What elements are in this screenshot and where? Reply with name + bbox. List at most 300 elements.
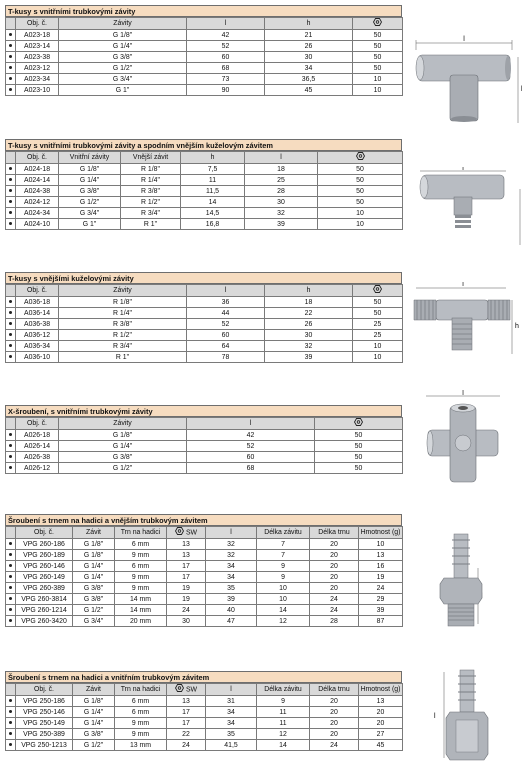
header-cell: Obj. č.	[16, 418, 59, 430]
section-title: Šroubení s trnem na hadici a vnitřním trubkovým závitem	[5, 671, 402, 683]
table-cell: 64	[187, 341, 265, 352]
table-cell: 14,5	[181, 208, 245, 219]
bullet-cell	[6, 330, 16, 341]
bullet-dot-icon	[9, 344, 12, 347]
table-cell: 50	[318, 164, 403, 175]
bullet-cell	[6, 696, 16, 707]
table-cell: 24	[310, 605, 359, 616]
bullet-dot-icon	[9, 178, 12, 181]
header-cell: Obj. č.	[16, 285, 59, 297]
table-cell: R 3/8"	[121, 186, 181, 197]
order-number-cell: A026-12	[16, 463, 59, 474]
order-number-cell: VPG 260-3420	[16, 616, 73, 627]
product-table	[5, 284, 403, 363]
table-cell: 17	[167, 572, 206, 583]
header-blank	[6, 418, 16, 430]
table-cell: G 1/4"	[59, 41, 187, 52]
table-cell: 25	[245, 175, 318, 186]
header-cell: Hmotnost (g)	[359, 527, 403, 539]
table-cell: 10	[318, 208, 403, 219]
table-cell: 68	[187, 63, 265, 74]
table-cell: G 1/8"	[59, 430, 187, 441]
table-row	[6, 341, 403, 352]
table-cell: 9	[257, 561, 310, 572]
header-cell: Délka závitu	[257, 684, 310, 696]
table-row	[6, 561, 403, 572]
table-cell: 6 mm	[115, 696, 167, 707]
header-cell: Trn na hadici	[115, 684, 167, 696]
order-number-cell: A024-12	[16, 197, 59, 208]
table-cell: 14	[257, 740, 310, 751]
header-cell: Délka trnu	[310, 684, 359, 696]
table-cell: G 3/8"	[73, 594, 115, 605]
table-cell: G 1/8"	[59, 164, 121, 175]
table-row	[6, 740, 403, 751]
hose-barb-internal-image	[408, 662, 522, 766]
order-number-cell: VPG 260-146	[16, 561, 73, 572]
header-cell: Obj. č.	[16, 152, 59, 164]
order-number-cell: A024-18	[16, 164, 59, 175]
product-table	[5, 683, 403, 751]
table-cell: 87	[359, 616, 403, 627]
table-cell: 10	[257, 594, 310, 605]
header-cell: l	[187, 418, 315, 430]
table-cell: 14 mm	[115, 605, 167, 616]
bullet-dot-icon	[9, 732, 12, 735]
bullet-cell	[6, 297, 16, 308]
order-number-cell: A026-14	[16, 441, 59, 452]
order-number-cell: A024-10	[16, 219, 59, 230]
bullet-dot-icon	[9, 564, 12, 567]
bullet-cell	[6, 452, 16, 463]
table-cell: 13	[167, 696, 206, 707]
table-cell: 13	[167, 539, 206, 550]
table-cell: 32	[206, 550, 257, 561]
table-row	[6, 572, 403, 583]
header-cell: Závity	[59, 418, 187, 430]
bullet-dot-icon	[9, 300, 12, 303]
bullet-cell	[6, 175, 16, 186]
header-cell: h	[265, 285, 353, 297]
bullet-cell	[6, 186, 16, 197]
table-cell: 30	[265, 330, 353, 341]
table-cell: 36	[187, 297, 265, 308]
section-title: T-kusy s vnitřními trubkovými závity	[5, 5, 402, 17]
section-x-fittings	[5, 405, 403, 474]
table-cell: 11	[257, 718, 310, 729]
table-cell: 24	[310, 740, 359, 751]
bullet-cell	[6, 197, 16, 208]
table-cell: 34	[206, 572, 257, 583]
table-cell: 50	[315, 430, 403, 441]
table-cell: G 1/8"	[73, 539, 115, 550]
header-cell: Hmotnost (g)	[359, 684, 403, 696]
bullet-cell	[6, 463, 16, 474]
table-cell: 7	[257, 550, 310, 561]
table-cell: 20	[310, 539, 359, 550]
table-row	[6, 539, 403, 550]
table-cell: 28	[310, 616, 359, 627]
table-row	[6, 696, 403, 707]
bullet-cell	[6, 208, 16, 219]
table-cell: 35	[206, 583, 257, 594]
table-cell: 9	[257, 572, 310, 583]
table-cell: R 1/8"	[59, 297, 187, 308]
product-table	[5, 526, 403, 627]
dimension-l: l	[463, 36, 465, 43]
table-cell: R 1/4"	[59, 308, 187, 319]
table-row	[6, 352, 403, 363]
table-cell: 39	[265, 352, 353, 363]
bullet-cell	[6, 616, 16, 627]
header-blank	[6, 152, 16, 164]
table-cell: 14 mm	[115, 594, 167, 605]
table-cell: 39	[359, 605, 403, 616]
header-cell: Závit	[73, 684, 115, 696]
order-number-cell: A036-38	[16, 319, 59, 330]
order-number-cell: VPG 260-1214	[16, 605, 73, 616]
bullet-cell	[6, 352, 16, 363]
table-cell: 30	[245, 197, 318, 208]
wrench-nut-icon	[175, 527, 184, 538]
table-cell: 6 mm	[115, 539, 167, 550]
table-row	[6, 616, 403, 627]
table-cell: 39	[206, 594, 257, 605]
table-cell: 60	[187, 52, 265, 63]
header-cell: h	[181, 152, 245, 164]
header-blank	[6, 684, 16, 696]
table-cell: R 3/8"	[59, 319, 187, 330]
header-sw	[167, 527, 206, 539]
bullet-cell	[6, 219, 16, 230]
table-row	[6, 74, 403, 85]
order-number-cell: A023-38	[16, 52, 59, 63]
table-cell: R 1/8"	[121, 164, 181, 175]
table-cell: 20	[310, 707, 359, 718]
bullet-cell	[6, 30, 16, 41]
bullet-dot-icon	[9, 466, 12, 469]
wrench-nut-icon	[353, 285, 403, 297]
header-cell: Závity	[59, 285, 187, 297]
table-row	[6, 308, 403, 319]
header-blank	[6, 18, 16, 30]
order-number-cell: VPG 260-189	[16, 550, 73, 561]
bullet-dot-icon	[9, 88, 12, 91]
table-cell: 24	[167, 740, 206, 751]
header-sw	[167, 684, 206, 696]
bullet-cell	[6, 341, 16, 352]
table-row	[6, 583, 403, 594]
table-cell: G 3/8"	[59, 452, 187, 463]
table-row	[6, 186, 403, 197]
bullet-dot-icon	[9, 222, 12, 225]
table-cell: G 1/2"	[73, 740, 115, 751]
header-cell: l	[206, 684, 257, 696]
table-cell: 10	[257, 583, 310, 594]
table-cell: 20	[310, 561, 359, 572]
table-cell: 9 mm	[115, 550, 167, 561]
table-row	[6, 605, 403, 616]
table-cell: R 1/2"	[59, 330, 187, 341]
table-cell: 6 mm	[115, 561, 167, 572]
bullet-dot-icon	[9, 77, 12, 80]
table-cell: 19	[167, 594, 206, 605]
wrench-nut-icon	[315, 418, 403, 430]
bullet-cell	[6, 605, 16, 616]
header-cell: Obj. č.	[16, 684, 73, 696]
table-row	[6, 718, 403, 729]
bullet-cell	[6, 718, 16, 729]
section-title: T-kusy s vnitřními trubkovými závity a spodním vnějším kuželovým závitem	[5, 139, 402, 151]
table-cell: 29	[359, 594, 403, 605]
table-cell: 20	[310, 729, 359, 740]
bullet-cell	[6, 74, 16, 85]
table-row	[6, 430, 403, 441]
order-number-cell: A026-18	[16, 430, 59, 441]
header-cell: Vnější závit	[121, 152, 181, 164]
order-number-cell: VPG 250-389	[16, 729, 73, 740]
bullet-cell	[6, 85, 16, 96]
table-cell: 20	[359, 707, 403, 718]
table-cell: 34	[206, 561, 257, 572]
t-piece-internal-external-image	[408, 167, 522, 247]
header-blank	[6, 527, 16, 539]
table-cell: 7	[257, 539, 310, 550]
table-cell: 21	[265, 30, 353, 41]
table-cell: 20	[310, 583, 359, 594]
bullet-cell	[6, 63, 16, 74]
table-cell: 50	[353, 308, 403, 319]
dimension-l: l	[462, 390, 464, 397]
table-row	[6, 197, 403, 208]
table-cell: 60	[187, 330, 265, 341]
bullet-dot-icon	[9, 586, 12, 589]
header-cell: l	[187, 18, 265, 30]
section-t-pieces-external	[5, 272, 403, 363]
section-hose-external	[5, 514, 403, 627]
table-cell: 35	[206, 729, 257, 740]
table-row	[6, 297, 403, 308]
x-fitting-image	[408, 390, 522, 500]
table-cell: 52	[187, 41, 265, 52]
bullet-dot-icon	[9, 33, 12, 36]
table-cell: G 1/4"	[73, 561, 115, 572]
bullet-dot-icon	[9, 44, 12, 47]
table-cell: G 1/4"	[59, 441, 187, 452]
table-cell: 18	[265, 297, 353, 308]
table-cell: 24	[359, 583, 403, 594]
table-cell: 13	[359, 550, 403, 561]
table-cell: G 1/4"	[59, 175, 121, 186]
table-cell: 10	[353, 74, 403, 85]
table-cell: 22	[167, 729, 206, 740]
dimension-l: l	[462, 167, 464, 172]
wrench-nut-icon	[353, 18, 403, 30]
table-cell: 32	[265, 341, 353, 352]
table-cell: 11	[257, 707, 310, 718]
table-cell: G 1/8"	[73, 696, 115, 707]
table-cell: G 1"	[59, 85, 187, 96]
table-cell: 41,5	[206, 740, 257, 751]
table-cell: 11	[181, 175, 245, 186]
table-row	[6, 52, 403, 63]
bullet-cell	[6, 164, 16, 175]
table-row	[6, 463, 403, 474]
order-number-cell: A036-12	[16, 330, 59, 341]
table-cell: 36,5	[265, 74, 353, 85]
table-cell: 34	[206, 707, 257, 718]
table-row	[6, 219, 403, 230]
table-cell: R 3/4"	[121, 208, 181, 219]
table-cell: 13 mm	[115, 740, 167, 751]
table-cell: 18	[245, 164, 318, 175]
header-label: SW	[185, 686, 198, 694]
table-cell: G 3/8"	[73, 583, 115, 594]
header-cell: Trn na hadici	[115, 527, 167, 539]
section-title: Šroubení s trnem na hadici a vnějším trubkovým závitem	[5, 514, 402, 526]
table-cell: 73	[187, 74, 265, 85]
bullet-cell	[6, 539, 16, 550]
dimension-l: l	[462, 282, 464, 288]
bullet-dot-icon	[9, 619, 12, 622]
table-cell: G 1/8"	[59, 30, 187, 41]
table-cell: 12	[257, 616, 310, 627]
table-header-row	[6, 418, 403, 430]
header-cell: Obj. č.	[16, 527, 73, 539]
order-number-cell: A023-34	[16, 74, 59, 85]
bullet-cell	[6, 594, 16, 605]
order-number-cell: A036-10	[16, 352, 59, 363]
table-cell: 17	[167, 718, 206, 729]
table-cell: 90	[187, 85, 265, 96]
bullet-dot-icon	[9, 597, 12, 600]
table-cell: 13	[167, 550, 206, 561]
table-cell: 40	[206, 605, 257, 616]
section-title: X-šroubení, s vnitřními trubkovými závity	[5, 405, 402, 417]
order-number-cell: VPG 260-149	[16, 572, 73, 583]
table-cell: 10	[359, 539, 403, 550]
table-row	[6, 175, 403, 186]
order-number-cell: A023-10	[16, 85, 59, 96]
table-cell: 50	[318, 186, 403, 197]
table-cell: 39	[245, 219, 318, 230]
table-header-row	[6, 684, 403, 696]
bullet-dot-icon	[9, 200, 12, 203]
bullet-dot-icon	[9, 167, 12, 170]
table-cell: 50	[353, 52, 403, 63]
table-cell: 25	[353, 319, 403, 330]
bullet-dot-icon	[9, 211, 12, 214]
bullet-cell	[6, 430, 16, 441]
table-cell: 60	[187, 452, 315, 463]
table-cell: 26	[265, 41, 353, 52]
section-t-pieces-internal-external	[5, 139, 403, 230]
t-piece-internal-image	[408, 35, 522, 125]
bullet-cell	[6, 441, 16, 452]
header-cell: h	[265, 18, 353, 30]
table-cell: 9 mm	[115, 718, 167, 729]
table-cell: 20	[310, 550, 359, 561]
table-header-row	[6, 527, 403, 539]
order-number-cell: VPG 260-389	[16, 583, 73, 594]
product-table	[5, 17, 403, 96]
wrench-nut-icon	[175, 684, 184, 695]
table-cell: 16	[359, 561, 403, 572]
bullet-dot-icon	[9, 311, 12, 314]
bullet-dot-icon	[9, 55, 12, 58]
table-cell: G 1"	[59, 219, 121, 230]
table-header-row	[6, 285, 403, 297]
table-cell: 14	[257, 605, 310, 616]
table-cell: 52	[187, 319, 265, 330]
table-cell: 68	[187, 463, 315, 474]
order-number-cell: VPG 260-3814	[16, 594, 73, 605]
table-cell: G 1/4"	[73, 718, 115, 729]
table-cell: 52	[187, 441, 315, 452]
header-cell: Délka závitu	[257, 527, 310, 539]
bullet-cell	[6, 583, 16, 594]
table-cell: 9	[257, 696, 310, 707]
table-cell: 17	[167, 707, 206, 718]
table-cell: 20	[310, 572, 359, 583]
table-cell: 16,8	[181, 219, 245, 230]
table-cell: 50	[315, 463, 403, 474]
bullet-cell	[6, 52, 16, 63]
order-number-cell: A023-18	[16, 30, 59, 41]
table-cell: 34	[265, 63, 353, 74]
bullet-dot-icon	[9, 333, 12, 336]
order-number-cell: VPG 260-186	[16, 539, 73, 550]
table-cell: G 3/8"	[59, 52, 187, 63]
order-number-cell: VPG 250-1213	[16, 740, 73, 751]
bullet-dot-icon	[9, 189, 12, 192]
bullet-dot-icon	[9, 553, 12, 556]
bullet-cell	[6, 707, 16, 718]
table-cell: G 3/4"	[73, 616, 115, 627]
bullet-dot-icon	[9, 322, 12, 325]
bullet-dot-icon	[9, 710, 12, 713]
table-row	[6, 164, 403, 175]
table-cell: 12	[257, 729, 310, 740]
wrench-nut-icon	[318, 152, 403, 164]
bullet-dot-icon	[9, 743, 12, 746]
table-cell: R 1/4"	[121, 175, 181, 186]
table-cell: 45	[265, 85, 353, 96]
table-cell: 50	[315, 441, 403, 452]
order-number-cell: A023-12	[16, 63, 59, 74]
section-hose-internal	[5, 671, 403, 751]
table-cell: 9 mm	[115, 572, 167, 583]
table-cell: 50	[353, 41, 403, 52]
table-cell: 17	[167, 561, 206, 572]
bullet-dot-icon	[9, 542, 12, 545]
table-row	[6, 550, 403, 561]
header-label: SW	[185, 529, 198, 537]
bullet-dot-icon	[9, 444, 12, 447]
table-row	[6, 707, 403, 718]
table-cell: 28	[245, 186, 318, 197]
table-cell: 24	[310, 594, 359, 605]
order-number-cell: A024-14	[16, 175, 59, 186]
table-cell: 24	[167, 605, 206, 616]
header-blank	[6, 285, 16, 297]
table-cell: 14	[181, 197, 245, 208]
product-table	[5, 417, 403, 474]
table-cell: 22	[265, 308, 353, 319]
table-cell: 10	[318, 219, 403, 230]
table-cell: R 1/2"	[121, 197, 181, 208]
header-cell: Obj. č.	[16, 18, 59, 30]
